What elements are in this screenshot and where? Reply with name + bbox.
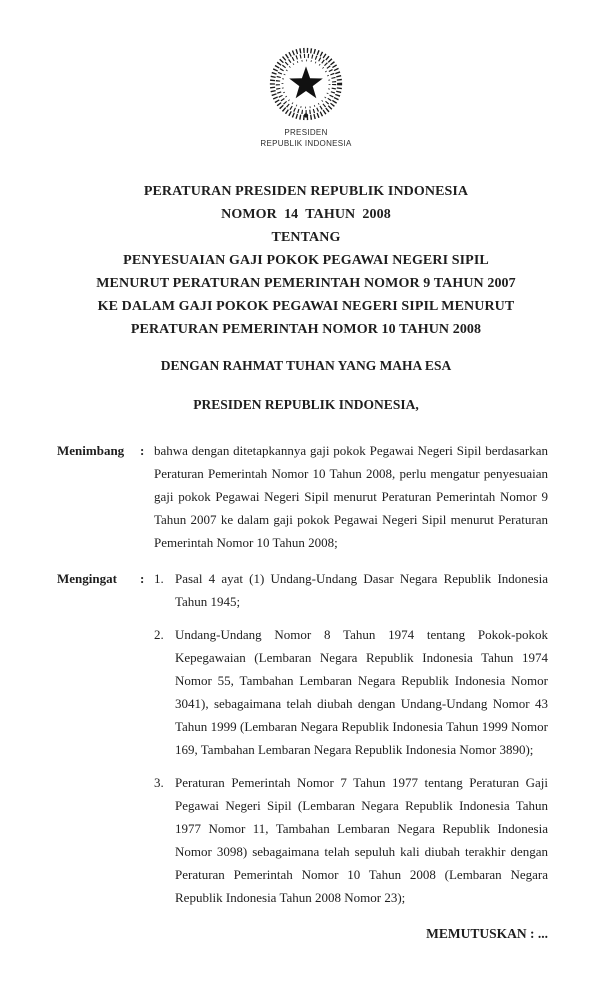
list-item	[154, 623, 548, 761]
recalling-separator: :	[140, 571, 145, 586]
considering-text: bahwa dengan ditetapkannya gaji pokok Pegawai Negeri Sipil berdasarkan Peraturan Pemerintah Nomor 10 Tahun 2008, perlu mengatur penyesuaian gaji pokok Pegawai Negeri Sipil menurut Peraturan Pemerintah Nomor 9 Tahun 2007 ke dalam gaji pokok Pegawai Negeri Sipil menurut Peraturan Pemerintah Nomor 10 Tahun 2008;	[154, 443, 548, 550]
memutuskan-line: MEMUTUSKAN : ...	[426, 926, 548, 941]
clauses	[57, 439, 548, 945]
recalling-label: Mengingat	[57, 571, 117, 586]
list-item	[154, 771, 548, 909]
title-line-subject-1: PENYESUAIAN GAJI POKOK PEGAWAI NEGERI SIPIL	[123, 253, 489, 268]
title-line-subject-2: MENURUT PERATURAN PEMERINTAH NOMOR 9 TAHUN 2007	[96, 276, 516, 291]
considering-label: Menimbang	[57, 443, 125, 458]
list-item-text: Undang-Undang Nomor 8 Tahun 1974 tentang Pokok-pokok Kepegawaian (Lembaran Negara Republik Indonesia Tahun 1974 Nomor 55, Tambahan Lembaran Negara Republik Indonesia Nomor 3041), sebagaimana telah diubah dengan Undang-Undang Nomor 43 Tahun 1999 (Lembaran Negara Republik Indonesia Tahun 1999 Nomor 169, Tambahan Lembaran Negara Republik Indonesia Nomor 3890);	[175, 627, 548, 757]
list-item	[154, 567, 548, 613]
letterhead-line2: REPUBLIK INDONESIA	[260, 138, 352, 148]
list-item-text: Peraturan Pemerintah Nomor 7 Tahun 1977 tentang Peraturan Gaji Pegawai Negeri Sipil (Lembaran Negara Republik Indonesia Tahun 1977 Nomor 11, Tambahan Lembaran Negara Republik Indonesia Nomor 3098) sebagaimana telah sepuluh kali diubah terakhir dengan Peraturan Pemerintah Nomor 10 Tahun 2008 (Lembaran Negara Republik Indonesia Tahun 2008 Nomor 23);	[175, 775, 548, 905]
recalling-clause	[57, 567, 548, 909]
list-item-number: 3.	[154, 775, 164, 790]
title-line-regulation: PERATURAN PRESIDEN REPUBLIK INDONESIA	[143, 184, 469, 199]
recalling-list	[154, 567, 548, 909]
title-line-subject-4: PERATURAN PEMERINTAH NOMOR 10 TAHUN 2008	[130, 322, 482, 337]
regulation-title	[0, 180, 612, 341]
letterhead-line1: PRESIDEN	[284, 128, 328, 137]
letterhead	[0, 0, 612, 149]
considering-clause	[57, 439, 548, 554]
rahmat-line: DENGAN RAHMAT TUHAN YANG MAHA ESA	[160, 358, 452, 373]
issuer-line: PRESIDEN REPUBLIK INDONESIA,	[193, 397, 419, 412]
considering-separator: :	[140, 443, 145, 458]
presidential-seal-icon	[264, 42, 348, 126]
list-item-number: 1.	[154, 571, 164, 586]
title-line-tentang: TENTANG	[271, 230, 341, 245]
letterhead-name	[0, 128, 612, 149]
list-item-number: 2.	[154, 627, 164, 642]
title-line-number: NOMOR 14 TAHUN 2008	[221, 207, 391, 222]
title-line-subject-3: KE DALAM GAJI POKOK PEGAWAI NEGERI SIPIL MENURUT	[97, 299, 515, 314]
list-item-text: Pasal 4 ayat (1) Undang-Undang Dasar Negara Republik Indonesia Tahun 1945;	[175, 571, 548, 609]
